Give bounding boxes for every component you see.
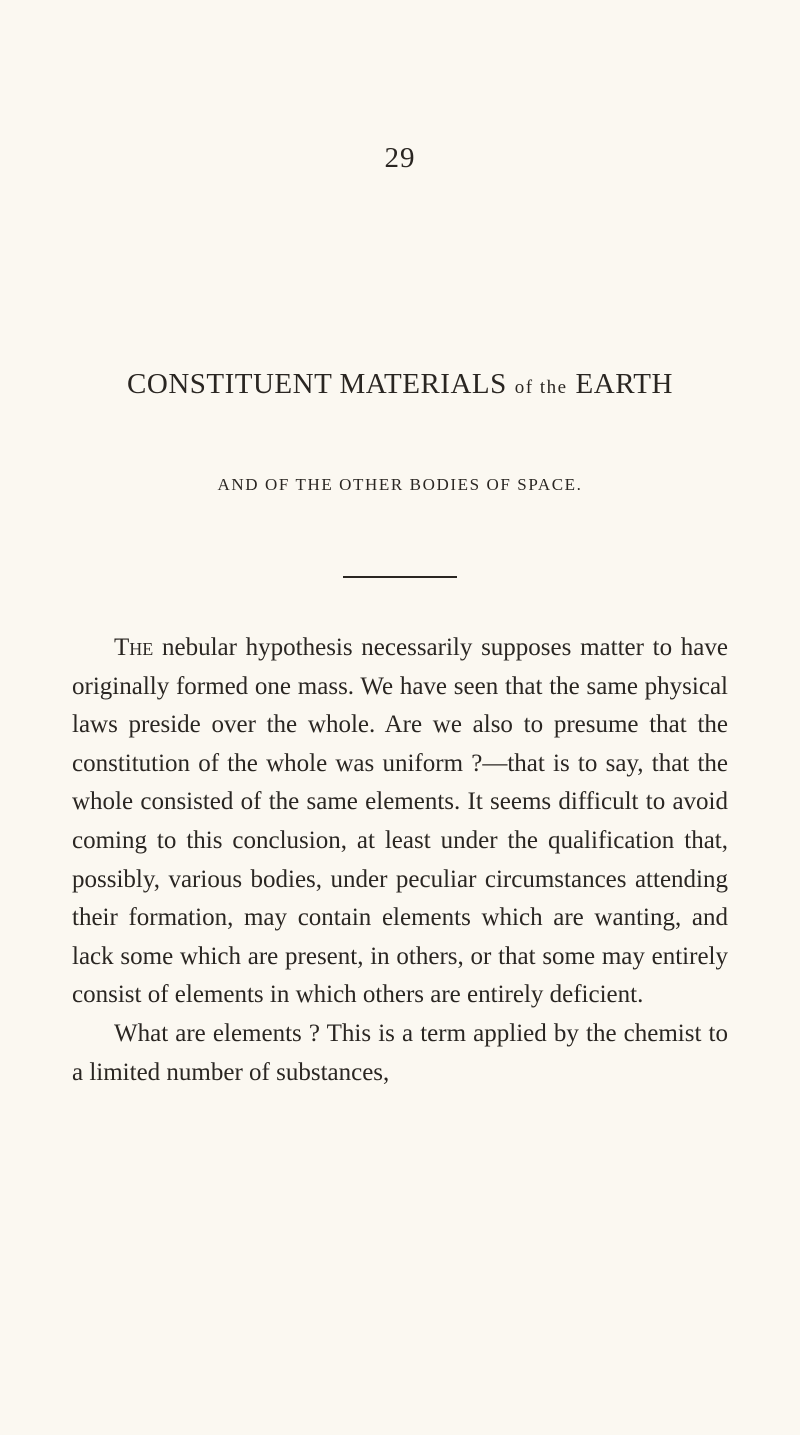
chapter-title-main: CONSTITUENT MATERIALS [127,368,507,400]
page-number: 29 [384,142,416,174]
paragraph-1-text: nebular hypothesis necessarily supposes matter to have originally formed one mass. We have seen that the same physical laws preside over the whole. Are we also to presume that the constitution of the whole was uniform ?—that is to say, that the whole consisted of the same elements. It seems difficult to avoid coming to this conclusion, at least under the qualification that, possibly, various bodies, under peculiar circumstances attending their formation, may contain elements which are wanting, and lack some which are present, in others, or that some may entirely consist of elements in which others are entirely deficient. [72,634,728,1009]
chapter-subtitle: AND OF THE OTHER BODIES OF SPACE. [217,475,583,494]
chapter-title-connector: of the [514,377,568,398]
paragraph-2: What are elements ? This is a term applied by the chemist to a limited number of substances, [72,1019,728,1086]
chapter-title-end: EARTH [575,368,673,400]
chapter-title [0,368,800,401]
section-divider [343,576,457,578]
paragraph-1 [72,629,728,1015]
paragraph-lead-word: The [114,634,154,661]
body-text [72,629,728,1092]
